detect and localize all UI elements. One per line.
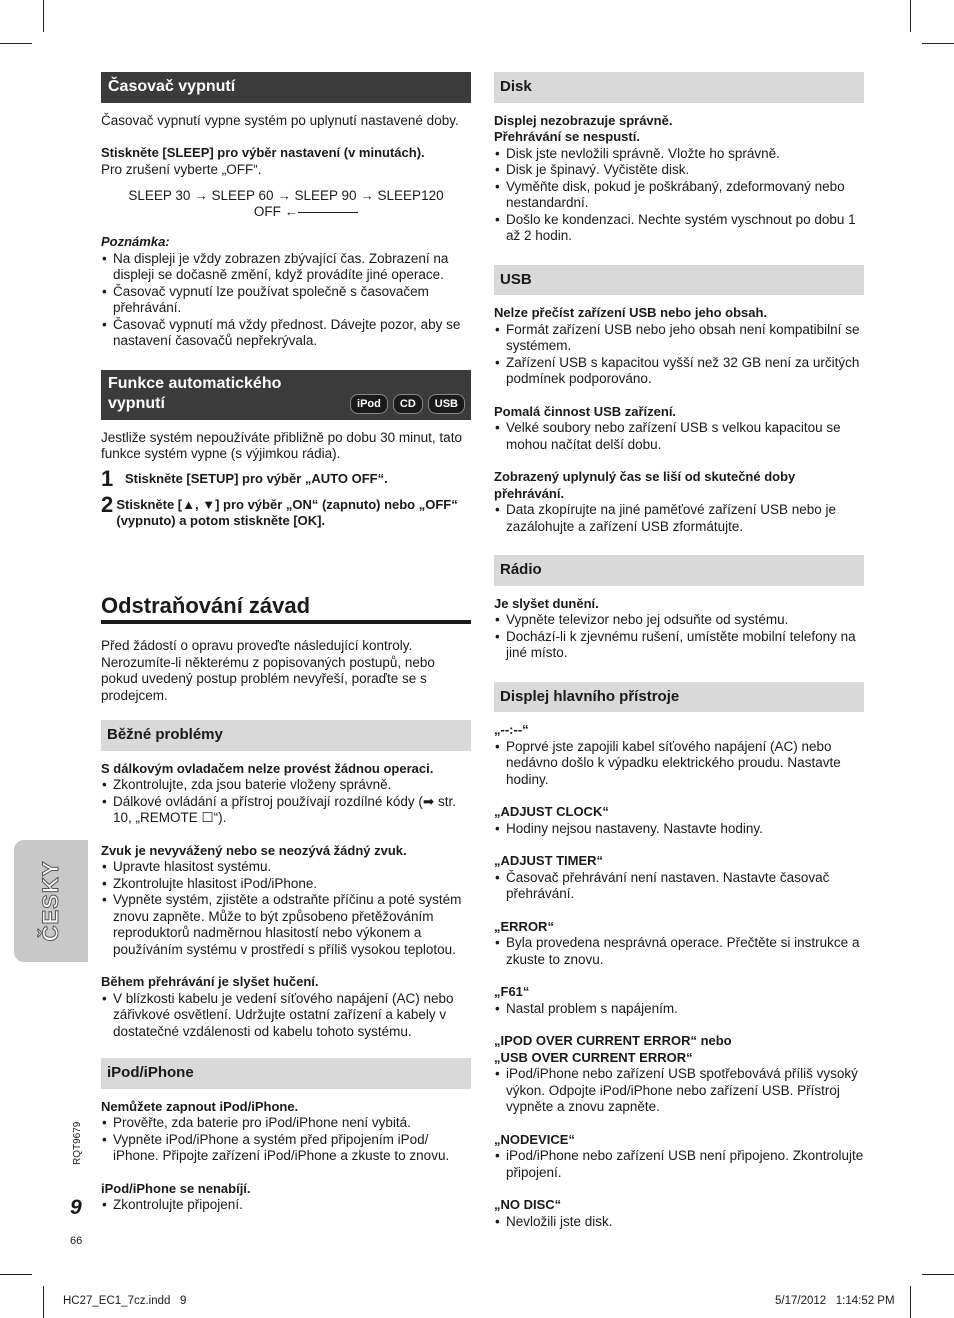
problem-bullet: • Vyměňte disk, pokud je poškrábaný, zdeformovaný nebo nestandardní. — [494, 179, 864, 212]
display-message: „--:--“ — [494, 722, 529, 737]
display-message: „NODEVICE“ — [494, 1131, 575, 1147]
display-message: „ADJUST TIMER“ — [494, 853, 604, 868]
problem-bullet: • Časovač přehrávání není nastaven. Nastavte časovač přehrávání. — [494, 870, 864, 903]
crop-mark — [0, 1274, 32, 1275]
problem-bullet: • Vypněte iPod/iPhone a systém před připojením iPod/ iPhone. Připojte zařízení iPod/iPhone a zkuste to znovu. — [101, 1132, 471, 1165]
problem-bullet: • Byla provedena nesprávná operace. Přečtěte si instrukce a zkuste to znovu. — [494, 935, 864, 968]
problem-list — [101, 859, 471, 958]
problem-list — [494, 1148, 864, 1181]
problem-list — [494, 1214, 864, 1231]
problem-bullet: • Zkontrolujte připojení. — [101, 1197, 471, 1214]
display-message: „ADJUST CLOCK“ — [494, 804, 609, 819]
problem-heading: Zobrazený uplynulý čas se liší od skutečné doby přehrávání. — [494, 469, 796, 501]
crop-mark — [43, 1286, 44, 1318]
problem-list — [494, 420, 864, 453]
section-title-ipod: iPod/iPhone — [101, 1058, 471, 1089]
sleep-intro: Časovač vypnutí vypne systém po uplynutí nastavené doby. — [101, 112, 459, 128]
step-text: Stiskněte [SETUP] pro výběr „AUTO OFF“. — [125, 470, 388, 486]
auto-off-title-line1: Funkce automatického — [108, 374, 282, 392]
problem-bullet: • Formát zařízení USB nebo jeho obsah není kompatibilní se systémem. — [494, 322, 864, 355]
print-timestamp: 5/17/2012 1:14:52 PM — [775, 1295, 895, 1307]
problem-heading: Displej nezobrazuje správně. — [494, 112, 673, 128]
problem-list — [494, 1001, 864, 1018]
crop-mark — [922, 43, 954, 44]
problem-list — [494, 322, 864, 388]
display-message: „IPOD OVER CURRENT ERROR“ nebo — [494, 1033, 732, 1048]
note-title: Poznámka: — [101, 234, 170, 249]
note-list — [101, 251, 471, 350]
problem-list — [494, 146, 864, 245]
section-title-radio: Rádio — [494, 555, 864, 586]
problem-bullet: • iPod/iPhone nebo zařízení USB spotřebovává příliš vysoký výkon. Odpojte iPod/iPhone nebo zařízení USB. Přístroj vypněte a znovu zapněte. — [494, 1066, 864, 1116]
problem-heading: Nemůžete zapnout iPod/iPhone. — [101, 1098, 299, 1114]
section-title-disc: Disk — [494, 72, 864, 103]
note-item: • Časovač vypnutí lze používat společně s časovačem přehrávání. — [101, 284, 471, 317]
problem-list — [494, 935, 864, 968]
section-title-usb: USB — [494, 265, 864, 296]
problem-list — [101, 991, 471, 1041]
problem-list — [494, 502, 864, 535]
troubleshooting-intro: Před žádostí o opravu proveďte následující kontroly. Nerozumíte-li některému z popisovaných postupů, nebo pokud uvedený postup problém nevyřeší, poraďte se s prodejcem. — [101, 638, 435, 703]
note-item: • Na displeji je vždy zobrazen zbývající čas. Zobrazení na displeji se dočasně změní, když provádíte jiné operace. — [101, 251, 471, 284]
badge-ipod: iPod — [350, 394, 388, 414]
problem-bullet: • Zařízení USB s kapacitou vyšší než 32 GB není za určitých podmínek podporováno. — [494, 355, 864, 388]
page-number-small: 66 — [70, 1235, 83, 1247]
problem-bullet: • Disk jste nevložili správně. Vložte ho správně. — [494, 146, 864, 163]
crop-mark — [922, 1274, 954, 1275]
display-message: „NO DISC“ — [494, 1197, 562, 1212]
note-item: • Časovač vypnutí má vždy přednost. Dávejte pozor, aby se nastavení časovačů nepřekrývala. — [101, 317, 471, 350]
crop-mark — [43, 0, 44, 32]
problem-bullet: • V blízkosti kabelu je vedení síťového napájení (AC) nebo zářivkové osvětlení. Udržujte ostatní zařízení a kabely v dostatečné vzdálenosti od kabelu tohoto systému. — [101, 991, 471, 1041]
problem-heading: iPod/iPhone se nenabíjí. — [101, 1180, 251, 1196]
display-message: „USB OVER CURRENT ERROR“ — [494, 1049, 693, 1065]
sleep-cycle-return: OFF ← — [101, 204, 471, 220]
step-1 — [101, 465, 471, 491]
problem-list — [101, 1197, 471, 1214]
step-number: 2 — [101, 491, 114, 517]
problem-list — [494, 1066, 864, 1116]
language-tab-label: ČESKY — [37, 860, 63, 942]
section-title-auto-off — [101, 370, 471, 420]
rqt-code: RQT9679 — [72, 1121, 83, 1165]
problem-heading: Je slyšet dunění. — [494, 595, 599, 611]
display-message: „F61“ — [494, 984, 530, 999]
step-2 — [101, 491, 471, 530]
problem-bullet: • Disk je špinavý. Vyčistěte disk. — [494, 162, 864, 179]
problem-bullet: • Data zkopírujte na jiné paměťové zařízení USB nebo je zazálohujte a zařízení USB zformátujte. — [494, 502, 864, 535]
problem-bullet: • iPod/iPhone nebo zařízení USB není připojeno. Zkontrolujte připojení. — [494, 1148, 864, 1181]
section-title-sleep: Časovač vypnutí — [101, 72, 471, 103]
problem-list — [494, 612, 864, 662]
problem-heading: Během přehrávání je slyšet hučení. — [101, 974, 319, 989]
right-column — [494, 72, 864, 1230]
problem-heading: Zvuk je nevyvážený nebo se neozývá žádný zvuk. — [101, 842, 407, 858]
sleep-cycle-diagram — [101, 188, 471, 220]
left-column — [101, 72, 471, 1214]
display-message: „ERROR“ — [494, 918, 554, 934]
problem-bullet: • Prověřte, zda baterie pro iPod/iPhone není vybitá. — [101, 1115, 471, 1132]
section-title-common: Běžné problémy — [101, 720, 471, 751]
problem-list — [494, 739, 864, 789]
sleep-instruction: Stiskněte [SLEEP] pro výběr nastavení (v minutách). — [101, 145, 425, 160]
section-title-display: Displej hlavního přístroje — [494, 682, 864, 713]
problem-bullet: • Poprvé jste zapojili kabel síťového napájení (AC) nebo nedávno došlo k výpadku elektrického proudu. Nastavte hodiny. — [494, 739, 864, 789]
source-badges — [350, 394, 465, 414]
problem-bullet: • Zkontrolujte, zda jsou baterie vloženy správně. — [101, 777, 471, 794]
auto-off-title-line2: vypnutí — [108, 394, 165, 412]
problem-heading: Přehrávání se nespustí. — [494, 129, 640, 144]
problem-bullet: • Hodiny nejsou nastaveny. Nastavte hodiny. — [494, 821, 864, 838]
problem-heading: Pomalá činnost USB zařízení. — [494, 403, 677, 419]
problem-list — [101, 777, 471, 827]
problem-list — [494, 870, 864, 903]
problem-heading: Nelze přečíst zařízení USB nebo jeho obsah. — [494, 305, 768, 320]
problem-bullet: • Dochází-li k zjevnému rušení, umístěte mobilní telefony na jiné místo. — [494, 629, 864, 662]
problem-bullet: • Zkontrolujte hlasitost iPod/iPhone. — [101, 876, 471, 893]
crop-mark — [910, 0, 911, 32]
step-text: Stiskněte [▲, ▼] pro výběr „ON“ (zapnuto) nebo „OFF“ (vypnuto) a potom stiskněte [OK]. — [116, 496, 458, 528]
problem-bullet: • Došlo ke kondenzaci. Nechte systém vyschnout po dobu 1 až 2 hodin. — [494, 212, 864, 245]
sleep-cancel: Pro zrušení vyberte „OFF“. — [101, 161, 262, 177]
problem-heading: S dálkovým ovladačem nelze provést žádnou operaci. — [101, 760, 434, 776]
problem-bullet: • Upravte hlasitost systému. — [101, 859, 471, 876]
problem-list — [494, 821, 864, 838]
problem-bullet: • Nastal problem s napájením. — [494, 1001, 864, 1018]
problem-bullet: • Dálkové ovládání a přístroj používají rozdílné kódy (➡ str. 10, „REMOTE ☐“). — [101, 794, 471, 827]
problem-bullet: • Nevložili jste disk. — [494, 1214, 864, 1231]
auto-off-intro: Jestliže systém nepoužíváte přibližně po dobu 30 minut, tato funkce systém vypne (s výjimkou rádia). — [101, 429, 462, 461]
badge-usb: USB — [428, 394, 465, 414]
problem-bullet: • Velké soubory nebo zařízení USB s velkou kapacitou se mohou načítat delší dobu. — [494, 420, 864, 453]
crop-mark — [910, 1286, 911, 1318]
file-name: HC27_EC1_7cz.indd 9 — [63, 1295, 187, 1307]
badge-cd: CD — [393, 394, 423, 414]
sleep-cycle-line: SLEEP 30 → SLEEP 60 → SLEEP 90 → SLEEP120 — [128, 188, 444, 203]
problem-bullet: • Vypněte televizor nebo jej odsuňte od systému. — [494, 612, 864, 629]
crop-mark — [0, 43, 32, 44]
language-tab — [14, 840, 88, 962]
troubleshooting-title: Odstraňování závad — [101, 598, 471, 625]
step-number: 1 — [101, 465, 114, 491]
problem-list — [101, 1115, 471, 1165]
page-number: 9 — [70, 1196, 82, 1219]
problem-bullet: • Vypněte systém, zjistěte a odstraňte příčinu a poté systém znovu zapněte. Může to být způsobeno přetěžováním reproduktorů nadměrnou hlasitostí nebo výkonem a používáním systému v prostředí s příliš vysokou teplotou. — [101, 892, 471, 958]
